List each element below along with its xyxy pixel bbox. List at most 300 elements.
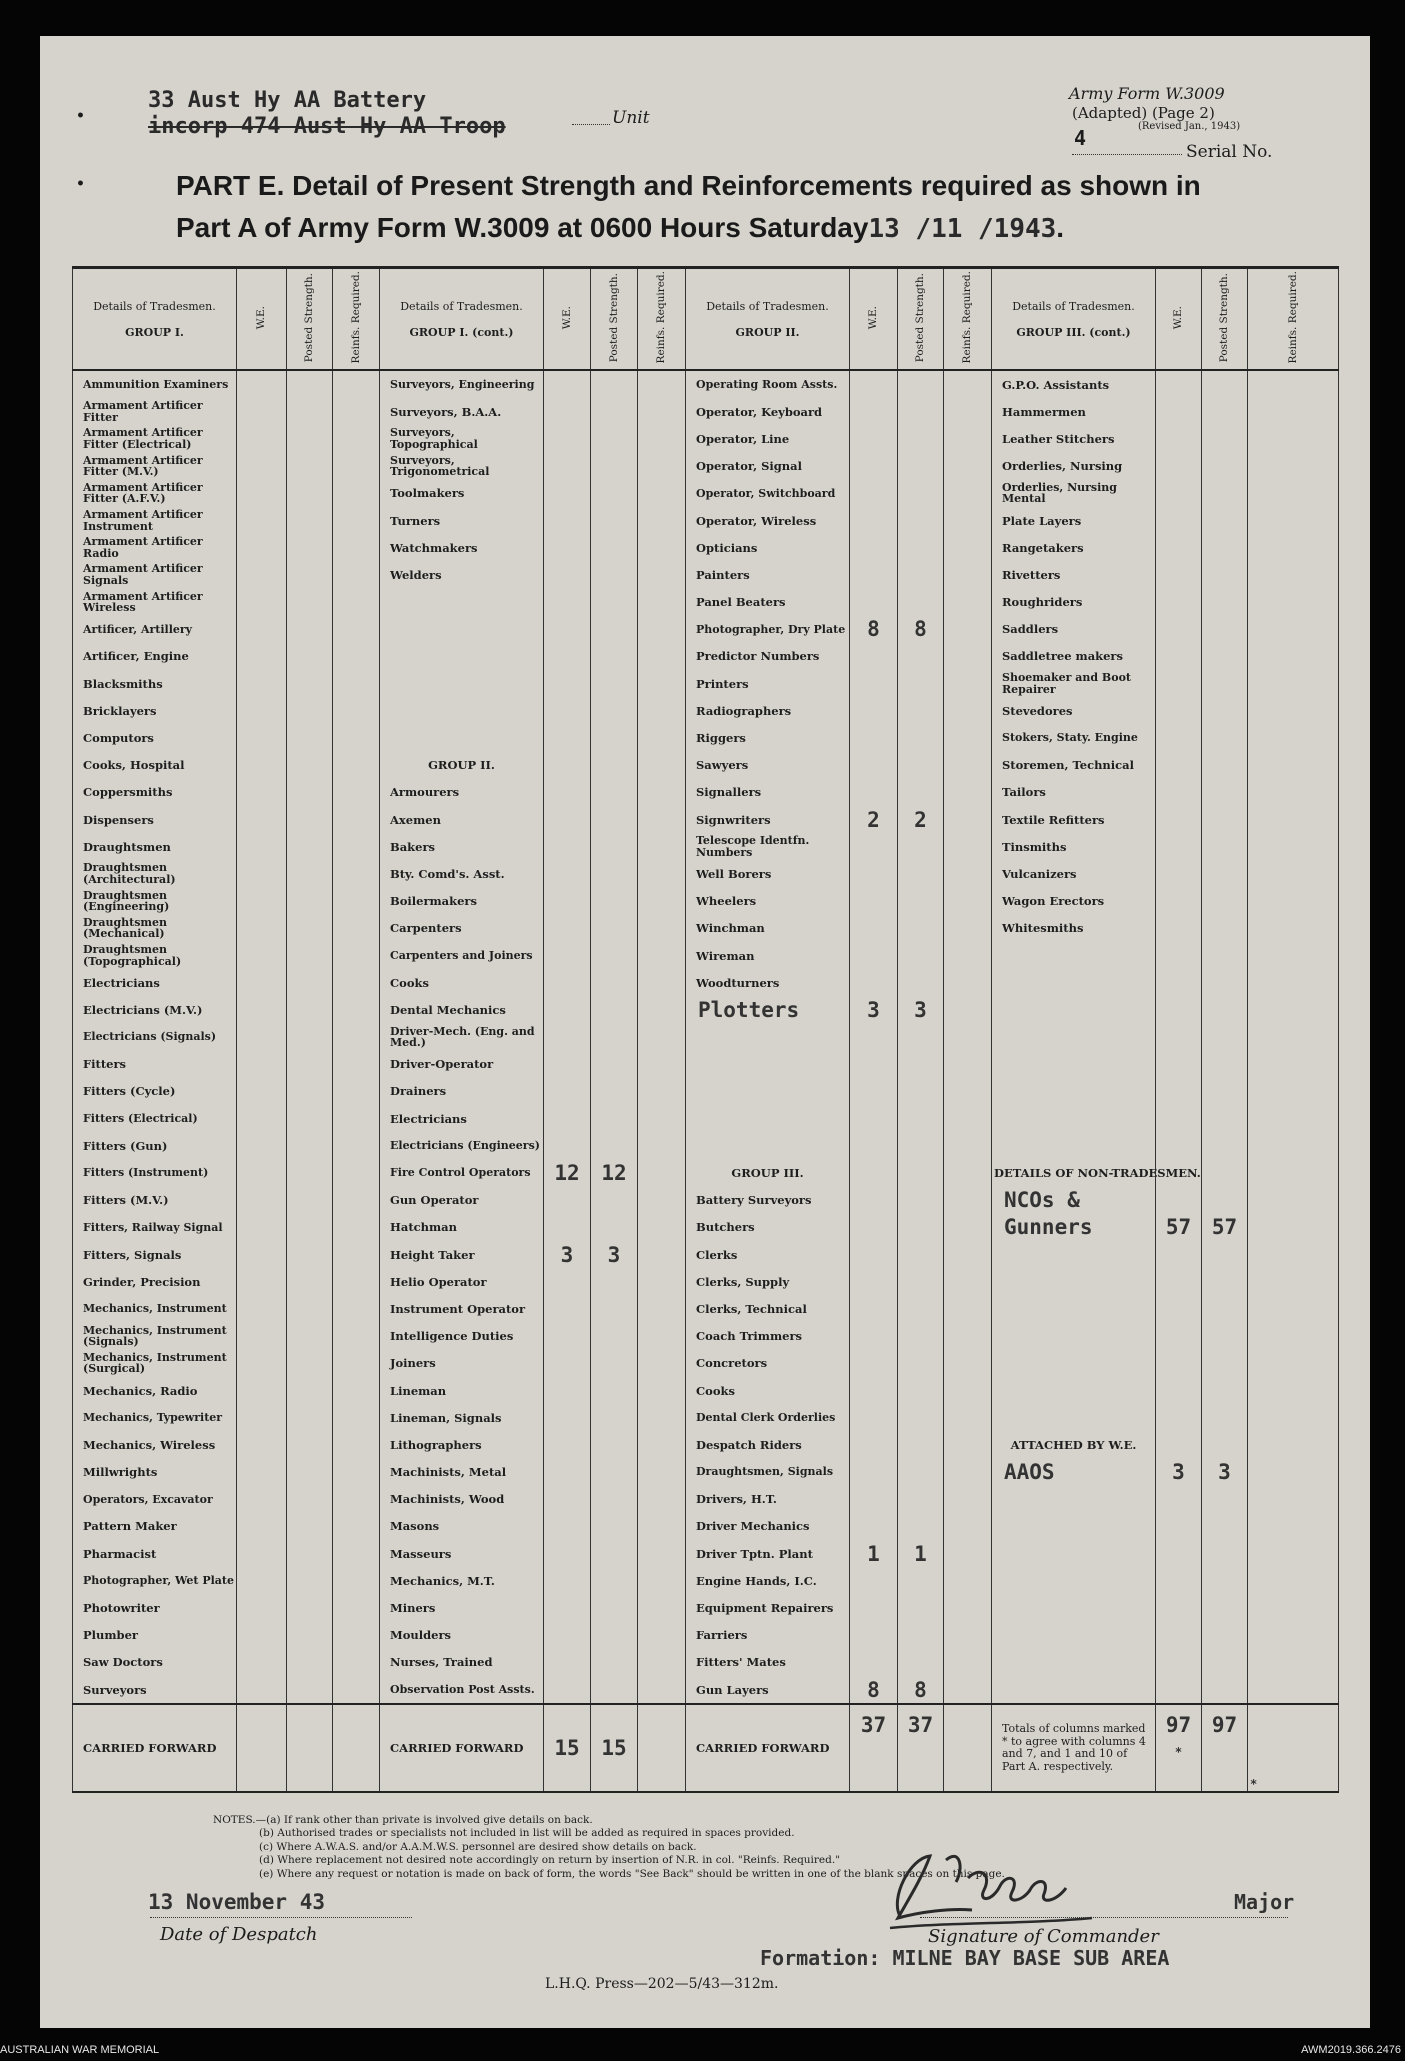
cell-we: 2 bbox=[850, 806, 898, 833]
col-reinfs: Reinfs. Required. bbox=[944, 268, 992, 371]
cell-reinfs bbox=[333, 425, 380, 452]
table-row bbox=[73, 833, 1339, 860]
cell-we bbox=[544, 643, 591, 670]
cell-we bbox=[850, 1323, 898, 1350]
commander-rank: Major bbox=[1234, 1890, 1295, 1914]
cell-posted bbox=[898, 507, 944, 534]
table-row bbox=[73, 589, 1339, 616]
cell-reinfs bbox=[1248, 425, 1339, 452]
table-row bbox=[73, 670, 1339, 697]
cell-reinfs bbox=[333, 1132, 380, 1159]
cell-posted bbox=[287, 806, 333, 833]
trade-name bbox=[992, 1051, 1156, 1078]
col-reinfs: Reinfs. Required. bbox=[1248, 268, 1339, 371]
cell-posted bbox=[287, 1132, 333, 1159]
cell-posted bbox=[591, 860, 638, 887]
trade-name: Miners bbox=[380, 1594, 544, 1621]
trade-name: Draughtsmen (Engineering) bbox=[73, 888, 237, 915]
cell-reinfs bbox=[638, 480, 686, 507]
cf-col3-reinfs bbox=[944, 1704, 992, 1792]
cell-posted bbox=[1202, 1295, 1248, 1322]
cell-posted bbox=[591, 833, 638, 860]
cell-posted bbox=[898, 453, 944, 480]
cell-we bbox=[1156, 752, 1202, 779]
cell-we bbox=[850, 1078, 898, 1105]
cell-posted bbox=[287, 1241, 333, 1268]
cell-we bbox=[850, 398, 898, 425]
cell-reinfs bbox=[1248, 806, 1339, 833]
trade-name: Electricians (M.V.) bbox=[73, 996, 237, 1023]
cell-posted bbox=[898, 480, 944, 507]
cell-reinfs bbox=[638, 1377, 686, 1404]
trade-name: Rangetakers bbox=[992, 534, 1156, 561]
trade-name: Fitters (Gun) bbox=[73, 1132, 237, 1159]
cell-reinfs bbox=[944, 1486, 992, 1513]
cell-we bbox=[1156, 1486, 1202, 1513]
trade-name: Mechanics, Instrument bbox=[73, 1295, 237, 1322]
cell-we bbox=[544, 752, 591, 779]
cell-we bbox=[1156, 724, 1202, 751]
trade-name: Wheelers bbox=[686, 888, 850, 915]
cell-reinfs bbox=[333, 1241, 380, 1268]
cell-reinfs bbox=[333, 697, 380, 724]
cell-we bbox=[237, 1377, 287, 1404]
cell-reinfs bbox=[1248, 969, 1339, 996]
trade-name: Clerks, Technical bbox=[686, 1295, 850, 1322]
cell-reinfs bbox=[1248, 724, 1339, 751]
cell-reinfs bbox=[638, 1676, 686, 1704]
cell-posted bbox=[1202, 425, 1248, 452]
trade-name: Tailors bbox=[992, 779, 1156, 806]
cell-reinfs bbox=[944, 1649, 992, 1676]
cell-reinfs bbox=[333, 1214, 380, 1241]
trade-name: Photographer, Wet Plate bbox=[73, 1567, 237, 1594]
cell-reinfs bbox=[1248, 670, 1339, 697]
cell-posted bbox=[898, 1051, 944, 1078]
trade-name: Surveyors, B.A.A. bbox=[380, 398, 544, 425]
trade-name: Panel Beaters bbox=[686, 589, 850, 616]
cell-reinfs bbox=[638, 1540, 686, 1567]
form-adapted: (Adapted) (Page 2) bbox=[1072, 104, 1215, 122]
trade-name: Driver Mechanics bbox=[686, 1513, 850, 1540]
cell-posted bbox=[1202, 1676, 1248, 1704]
trade-name bbox=[992, 942, 1156, 969]
cell-posted bbox=[898, 1431, 944, 1458]
cell-posted bbox=[287, 1350, 333, 1377]
punch-mark: • bbox=[76, 176, 85, 192]
cell-we bbox=[237, 888, 287, 915]
trade-name: Fitters, Railway Signal bbox=[73, 1214, 237, 1241]
cell-posted bbox=[898, 888, 944, 915]
cell-posted bbox=[591, 507, 638, 534]
cell-reinfs bbox=[1248, 561, 1339, 588]
cell-posted bbox=[1202, 969, 1248, 996]
trade-name: Fitters' Mates bbox=[686, 1649, 850, 1676]
cell-posted bbox=[287, 643, 333, 670]
table-row bbox=[73, 534, 1339, 561]
cell-we bbox=[237, 833, 287, 860]
cell-reinfs bbox=[944, 425, 992, 452]
cell-reinfs bbox=[638, 1459, 686, 1486]
cell-posted bbox=[591, 425, 638, 452]
cell-reinfs bbox=[333, 398, 380, 425]
col-we: W.E. bbox=[237, 268, 287, 371]
cell-we bbox=[850, 1024, 898, 1051]
cell-reinfs bbox=[638, 833, 686, 860]
trade-name: Surveyors, Engineering bbox=[380, 370, 544, 398]
cell-we bbox=[237, 643, 287, 670]
table-row bbox=[73, 1241, 1339, 1268]
cell-reinfs bbox=[333, 996, 380, 1023]
cell-we bbox=[237, 670, 287, 697]
table-row bbox=[73, 1594, 1339, 1621]
cell-we: 8 bbox=[850, 1676, 898, 1704]
cell-reinfs bbox=[638, 1024, 686, 1051]
table-row bbox=[73, 1350, 1339, 1377]
cell-posted bbox=[287, 1051, 333, 1078]
trade-name: Armament Artificer Instrument bbox=[73, 507, 237, 534]
despatch-dotted-line bbox=[150, 1917, 412, 1918]
cell-posted: 8 bbox=[898, 1676, 944, 1704]
cell-we bbox=[850, 589, 898, 616]
trade-name: Operator, Keyboard bbox=[686, 398, 850, 425]
cell-we bbox=[850, 1350, 898, 1377]
cell-reinfs bbox=[944, 616, 992, 643]
table-row bbox=[73, 1051, 1339, 1078]
cell-posted bbox=[898, 1567, 944, 1594]
cell-reinfs bbox=[1248, 534, 1339, 561]
cell-we bbox=[850, 1241, 898, 1268]
trade-name: Fitters, Signals bbox=[73, 1241, 237, 1268]
cell-reinfs bbox=[638, 1594, 686, 1621]
cell-reinfs bbox=[333, 1295, 380, 1322]
cell-reinfs bbox=[944, 1431, 992, 1458]
cell-reinfs bbox=[638, 453, 686, 480]
cell-posted bbox=[287, 1159, 333, 1186]
cell-posted bbox=[898, 1513, 944, 1540]
cell-we bbox=[237, 752, 287, 779]
cell-reinfs bbox=[333, 1159, 380, 1186]
cell-posted bbox=[591, 806, 638, 833]
cell-reinfs bbox=[1248, 1377, 1339, 1404]
trade-name bbox=[686, 1078, 850, 1105]
formation-label: Formation: bbox=[760, 1946, 881, 1970]
cell-reinfs bbox=[333, 1105, 380, 1132]
cell-reinfs bbox=[638, 1105, 686, 1132]
carried-forward-label: CARRIED FORWARD bbox=[73, 1704, 237, 1792]
cell-reinfs bbox=[333, 1676, 380, 1704]
cell-posted bbox=[898, 1159, 944, 1186]
trade-name: Orderlies, Nursing Mental bbox=[992, 480, 1156, 507]
table-row bbox=[73, 1187, 1339, 1214]
carried-forward-label: CARRIED FORWARD bbox=[686, 1704, 850, 1792]
table-row bbox=[73, 1268, 1339, 1295]
cell-we bbox=[237, 534, 287, 561]
trade-name: Intelligence Duties bbox=[380, 1323, 544, 1350]
trade-name: Plate Layers bbox=[992, 507, 1156, 534]
cell-reinfs bbox=[944, 1513, 992, 1540]
cell-posted bbox=[898, 1404, 944, 1431]
cell-we bbox=[544, 1187, 591, 1214]
cell-reinfs bbox=[333, 779, 380, 806]
cell-reinfs bbox=[333, 833, 380, 860]
cell-posted: 57 bbox=[1202, 1214, 1248, 1241]
cell-posted bbox=[591, 779, 638, 806]
trade-name: Gun Layers bbox=[686, 1676, 850, 1704]
cell-posted bbox=[1202, 398, 1248, 425]
cell-reinfs bbox=[333, 480, 380, 507]
table-row bbox=[73, 779, 1339, 806]
cell-reinfs bbox=[944, 643, 992, 670]
col-details-group3-cont: Details of Tradesmen. GROUP III. (cont.) bbox=[992, 268, 1156, 371]
trade-name: Driver-Mech. (Eng. and Med.) bbox=[380, 1024, 544, 1051]
trade-name: Operator, Signal bbox=[686, 453, 850, 480]
trade-name: Armament Artificer Wireless bbox=[73, 589, 237, 616]
typed-entry-label: Plotters bbox=[686, 996, 850, 1023]
cell-reinfs bbox=[638, 1078, 686, 1105]
cell-posted bbox=[1202, 1649, 1248, 1676]
trade-name: Coppersmiths bbox=[73, 779, 237, 806]
col-posted: Posted Strength. bbox=[591, 268, 638, 371]
cell-posted bbox=[591, 1187, 638, 1214]
cell-we bbox=[1156, 425, 1202, 452]
cell-reinfs bbox=[638, 643, 686, 670]
trade-name: Drivers, H.T. bbox=[686, 1486, 850, 1513]
cell-reinfs bbox=[944, 1540, 992, 1567]
cell-posted bbox=[287, 1295, 333, 1322]
cell-posted bbox=[898, 1486, 944, 1513]
cell-posted bbox=[591, 1105, 638, 1132]
table-row bbox=[73, 860, 1339, 887]
trade-name bbox=[992, 969, 1156, 996]
commander-signature bbox=[860, 1838, 1120, 1938]
cell-reinfs bbox=[638, 507, 686, 534]
cell-we bbox=[850, 453, 898, 480]
cell-reinfs bbox=[1248, 697, 1339, 724]
trade-name bbox=[380, 589, 544, 616]
cell-posted bbox=[1202, 779, 1248, 806]
trade-name: Hatchman bbox=[380, 1214, 544, 1241]
cell-posted bbox=[1202, 1024, 1248, 1051]
cell-posted bbox=[591, 370, 638, 398]
table-row bbox=[73, 1214, 1339, 1241]
cell-posted bbox=[898, 1649, 944, 1676]
col-posted: Posted Strength. bbox=[898, 268, 944, 371]
cell-posted bbox=[287, 752, 333, 779]
cell-posted: 12 bbox=[591, 1159, 638, 1186]
cell-we bbox=[1156, 1268, 1202, 1295]
trade-name: Fitters (Cycle) bbox=[73, 1078, 237, 1105]
cell-posted bbox=[1202, 453, 1248, 480]
trade-name: Bricklayers bbox=[73, 697, 237, 724]
cf-col4-posted: 97 bbox=[1202, 1704, 1248, 1792]
trade-name: Grinder, Precision bbox=[73, 1268, 237, 1295]
cell-reinfs bbox=[333, 670, 380, 697]
trade-name: Armament Artificer Fitter (A.F.V.) bbox=[73, 480, 237, 507]
cell-posted bbox=[287, 942, 333, 969]
cf-col1-we bbox=[237, 1704, 287, 1792]
cell-we bbox=[850, 1404, 898, 1431]
cell-reinfs bbox=[333, 1513, 380, 1540]
cell-posted bbox=[287, 1513, 333, 1540]
cell-we bbox=[237, 616, 287, 643]
table-row bbox=[73, 1567, 1339, 1594]
trade-name: Draughtsmen, Signals bbox=[686, 1459, 850, 1486]
trade-name: Clerks, Supply bbox=[686, 1268, 850, 1295]
cell-posted bbox=[591, 752, 638, 779]
cell-reinfs bbox=[1248, 616, 1339, 643]
cell-posted bbox=[898, 1594, 944, 1621]
trade-name: Predictor Numbers bbox=[686, 643, 850, 670]
trade-name bbox=[686, 1024, 850, 1051]
typed-entry-label: NCOs & bbox=[992, 1187, 1156, 1214]
trade-name: Lithographers bbox=[380, 1431, 544, 1458]
cell-reinfs bbox=[638, 616, 686, 643]
cell-reinfs bbox=[638, 860, 686, 887]
cell-posted bbox=[591, 1459, 638, 1486]
cell-reinfs bbox=[1248, 1676, 1339, 1704]
trade-name: Operators, Excavator bbox=[73, 1486, 237, 1513]
trade-name bbox=[992, 1567, 1156, 1594]
table-row bbox=[73, 480, 1339, 507]
trade-name bbox=[686, 1051, 850, 1078]
cell-posted bbox=[898, 1132, 944, 1159]
cell-we bbox=[850, 1268, 898, 1295]
trade-name: Electricians bbox=[73, 969, 237, 996]
cell-we bbox=[237, 860, 287, 887]
cell-we bbox=[1156, 806, 1202, 833]
cell-reinfs bbox=[1248, 1024, 1339, 1051]
trade-name: Orderlies, Nursing bbox=[992, 453, 1156, 480]
trade-name: Armament Artificer Fitter bbox=[73, 398, 237, 425]
cell-posted bbox=[591, 1214, 638, 1241]
col-we: W.E. bbox=[850, 268, 898, 371]
cell-reinfs bbox=[1248, 1323, 1339, 1350]
cell-reinfs bbox=[333, 507, 380, 534]
cell-reinfs bbox=[944, 1594, 992, 1621]
cell-posted bbox=[287, 1594, 333, 1621]
cell-posted bbox=[1202, 1187, 1248, 1214]
trade-name bbox=[992, 1105, 1156, 1132]
cell-we bbox=[850, 1295, 898, 1322]
cell-we bbox=[850, 534, 898, 561]
trade-name: Battery Surveyors bbox=[686, 1187, 850, 1214]
cell-reinfs bbox=[638, 724, 686, 751]
cell-posted bbox=[591, 1404, 638, 1431]
cell-reinfs bbox=[333, 1567, 380, 1594]
cf-col2-reinfs bbox=[638, 1704, 686, 1792]
cell-reinfs bbox=[333, 969, 380, 996]
cell-reinfs bbox=[333, 1404, 380, 1431]
cell-reinfs bbox=[1248, 1594, 1339, 1621]
trade-name: Hammermen bbox=[992, 398, 1156, 425]
cell-reinfs bbox=[1248, 915, 1339, 942]
cell-posted bbox=[1202, 942, 1248, 969]
cell-reinfs bbox=[638, 1486, 686, 1513]
cell-we bbox=[1156, 1078, 1202, 1105]
trade-name: Pharmacist bbox=[73, 1540, 237, 1567]
cell-posted bbox=[1202, 1431, 1248, 1458]
cell-reinfs bbox=[944, 1567, 992, 1594]
cell-we bbox=[237, 996, 287, 1023]
form-revised: (Revised Jan., 1943) bbox=[1138, 121, 1241, 132]
col-we: W.E. bbox=[1156, 268, 1202, 371]
group-heading: GROUP II. bbox=[380, 752, 544, 779]
trade-name: Mechanics, M.T. bbox=[380, 1567, 544, 1594]
trade-name: Fitters bbox=[73, 1051, 237, 1078]
trade-name: Turners bbox=[380, 507, 544, 534]
trade-name: Butchers bbox=[686, 1214, 850, 1241]
cell-posted bbox=[287, 724, 333, 751]
trade-name: Surveyors, Topographical bbox=[380, 425, 544, 452]
cell-we bbox=[544, 942, 591, 969]
cell-reinfs bbox=[944, 1295, 992, 1322]
cell-posted bbox=[287, 670, 333, 697]
cell-posted bbox=[1202, 670, 1248, 697]
cell-we bbox=[544, 1622, 591, 1649]
cell-we bbox=[850, 1214, 898, 1241]
trade-name: Electricians (Signals) bbox=[73, 1024, 237, 1051]
cell-we bbox=[1156, 888, 1202, 915]
cell-we bbox=[237, 1187, 287, 1214]
cell-posted bbox=[287, 996, 333, 1023]
cell-we bbox=[850, 1567, 898, 1594]
table-row bbox=[73, 1676, 1339, 1704]
cell-reinfs bbox=[333, 942, 380, 969]
cell-we bbox=[1156, 969, 1202, 996]
col-details-group1-cont: Details of Tradesmen. GROUP I. (cont.) bbox=[380, 268, 544, 371]
cell-we bbox=[544, 1132, 591, 1159]
trade-name: Computors bbox=[73, 724, 237, 751]
cell-we bbox=[1156, 833, 1202, 860]
cell-reinfs bbox=[1248, 996, 1339, 1023]
cell-reinfs bbox=[944, 1350, 992, 1377]
cell-posted bbox=[1202, 1159, 1248, 1186]
cell-we bbox=[1156, 561, 1202, 588]
note-c: (c) Where A.W.A.S. and/or A.A.M.W.S. personnel are desired show details on back. bbox=[259, 1840, 697, 1853]
trade-name: Plumber bbox=[73, 1622, 237, 1649]
archive-caption: AUSTRALIAN WAR MEMORIAL bbox=[0, 2044, 160, 2056]
cell-posted bbox=[287, 1268, 333, 1295]
table-row bbox=[73, 1540, 1339, 1567]
trade-name bbox=[686, 1105, 850, 1132]
cell-we bbox=[544, 1350, 591, 1377]
table-row bbox=[73, 969, 1339, 996]
cell-we bbox=[544, 1377, 591, 1404]
trade-name: Saw Doctors bbox=[73, 1649, 237, 1676]
cell-we bbox=[237, 942, 287, 969]
cell-we: 3 bbox=[544, 1241, 591, 1268]
cell-reinfs bbox=[1248, 1187, 1339, 1214]
cell-posted bbox=[287, 425, 333, 452]
cell-reinfs bbox=[638, 996, 686, 1023]
cell-posted bbox=[287, 779, 333, 806]
cell-posted bbox=[591, 1431, 638, 1458]
cell-posted bbox=[898, 1622, 944, 1649]
cell-we bbox=[544, 453, 591, 480]
cell-we bbox=[544, 860, 591, 887]
cell-reinfs bbox=[1248, 1105, 1339, 1132]
trade-name bbox=[380, 724, 544, 751]
cell-reinfs bbox=[1248, 779, 1339, 806]
cell-reinfs bbox=[638, 1431, 686, 1458]
cell-posted bbox=[287, 1024, 333, 1051]
trade-name: Masseurs bbox=[380, 1540, 544, 1567]
cell-we bbox=[237, 1105, 287, 1132]
cell-posted bbox=[591, 1594, 638, 1621]
cell-posted bbox=[1202, 1105, 1248, 1132]
cell-reinfs bbox=[944, 370, 992, 398]
